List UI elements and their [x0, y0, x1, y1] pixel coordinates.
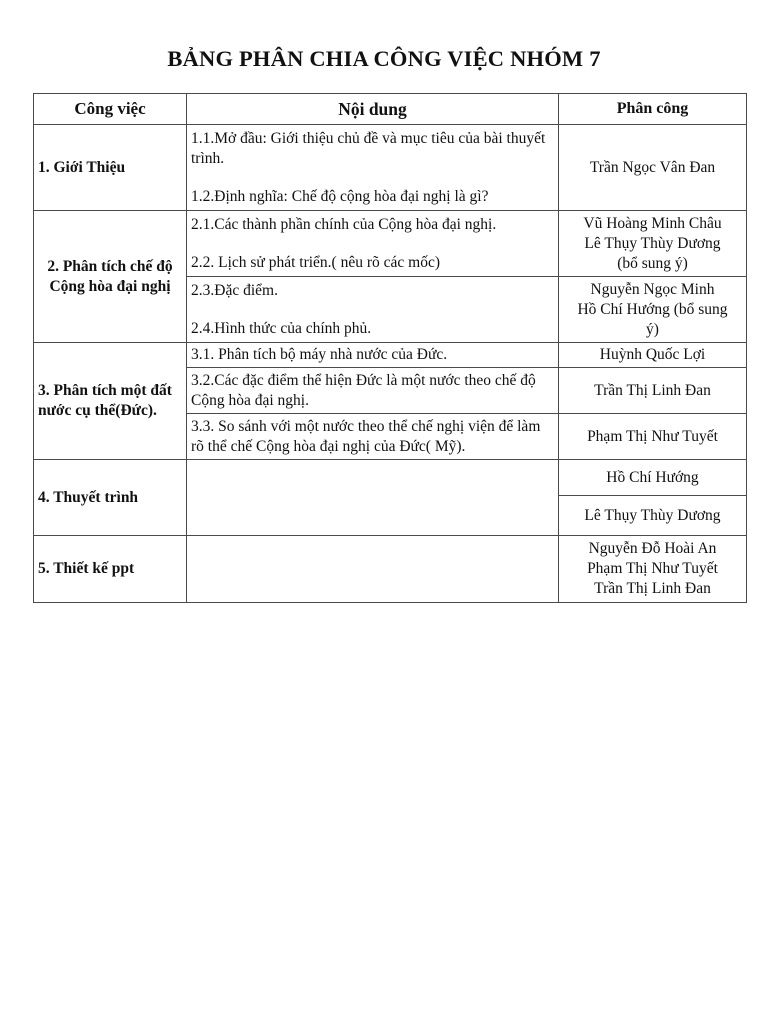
- task-cell: 5. Thiết kế ppt: [34, 536, 187, 603]
- assign-cell: Lê Thụy Thùy Dương: [559, 496, 747, 536]
- table-header-row: [34, 94, 747, 125]
- table-row: [34, 343, 747, 368]
- content-text: 2.4.Hình thức của chính phủ.: [191, 319, 372, 337]
- assignee-name: Trần Thị Linh Đan: [594, 580, 711, 597]
- assign-cell: Trần Ngọc Vân Đan: [559, 125, 747, 211]
- table-row: [34, 211, 747, 277]
- assignee-name: Phạm Thị Như Tuyết: [587, 560, 718, 577]
- content-cell: 3.2.Các đặc điểm thể hiện Đức là một nước theo chế độ Cộng hòa đại nghị.: [187, 368, 559, 414]
- table-row: [34, 536, 747, 603]
- table-row: [34, 460, 747, 496]
- assignee-name: Nguyễn Đỗ Hoài An: [588, 540, 717, 557]
- task-cell: 3. Phân tích một đất nước cụ thể(Đức).: [34, 343, 187, 460]
- assign-cell: [559, 536, 747, 603]
- content-cell: [187, 460, 559, 536]
- assign-cell: Trần Thị Linh Đan: [559, 368, 747, 414]
- content-cell: [187, 125, 559, 211]
- assign-cell: Phạm Thị Như Tuyết: [559, 414, 747, 460]
- assignee-note: (bổ sung ý): [617, 254, 688, 272]
- content-text: 2.3.Đặc điểm.: [191, 281, 278, 299]
- assign-cell: [559, 211, 747, 277]
- content-text: 2.2. Lịch sử phát triển.( nêu rõ các mốc): [191, 253, 440, 271]
- content-text: 1.1.Mở đầu: Giới thiệu chủ đề và mục tiêu của bài thuyết trình.: [191, 129, 546, 167]
- content-cell: 3.3. So sánh với một nước theo thể chế nghị viện để làm rõ thể chế Cộng hòa đại nghị của Đức( Mỹ).: [187, 414, 559, 460]
- assignee-note: ý): [646, 320, 659, 338]
- work-assignment-table: [33, 93, 747, 603]
- assignee-name: Lê Thụy Thùy Dương: [584, 234, 721, 252]
- assignee-name: Vũ Hoàng Minh Châu: [583, 214, 722, 232]
- content-cell: [187, 536, 559, 603]
- content-text: 1.2.Định nghĩa: Chế độ cộng hòa đại nghị là gì?: [191, 187, 489, 205]
- assign-cell: [559, 277, 747, 343]
- task-cell: 2. Phân tích chế độ Cộng hòa đại nghị: [34, 211, 187, 343]
- content-cell: [187, 277, 559, 343]
- assign-cell: Hồ Chí Hướng: [559, 460, 747, 496]
- content-cell: 3.1. Phân tích bộ máy nhà nước của Đức.: [187, 343, 559, 368]
- content-text: 2.1.Các thành phần chính của Cộng hòa đại nghị.: [191, 215, 497, 233]
- task-cell: 1. Giới Thiệu: [34, 125, 187, 211]
- header-task: Công việc: [34, 94, 187, 125]
- task-cell: 4. Thuyết trình: [34, 460, 187, 536]
- header-assign: Phân công: [559, 94, 747, 125]
- assignee-name: Nguyễn Ngọc Minh: [590, 280, 715, 298]
- assignee-name: Hồ Chí Hướng (bổ sung: [577, 300, 728, 318]
- table-row: [34, 125, 747, 211]
- page-title: BẢNG PHÂN CHIA CÔNG VIỆC NHÓM 7: [167, 46, 601, 71]
- assign-cell: Huỳnh Quốc Lợi: [559, 343, 747, 368]
- content-cell: [187, 211, 559, 277]
- header-content: Nội dung: [187, 94, 559, 125]
